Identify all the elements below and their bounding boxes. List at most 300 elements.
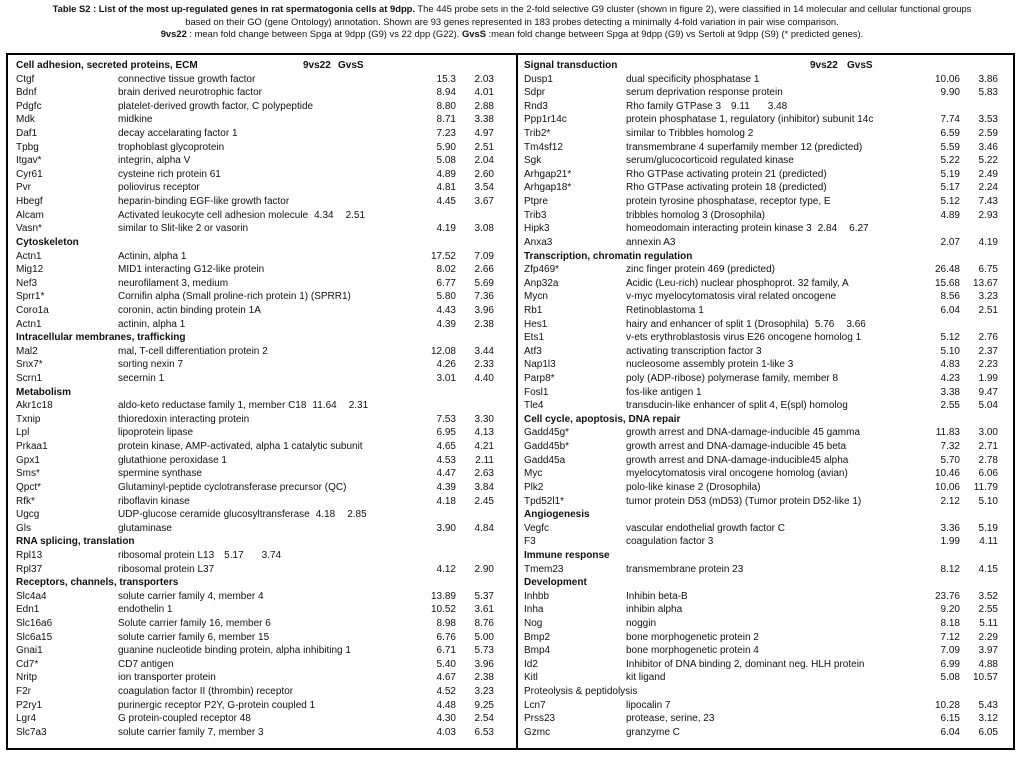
table-row xyxy=(16,358,510,372)
value-9vs22: 4.39 xyxy=(436,318,456,330)
table-row xyxy=(524,209,1010,223)
gene-description xyxy=(118,590,264,604)
gene-description xyxy=(626,181,827,195)
value-9vs22: 4.45 xyxy=(436,196,456,208)
value-9vs22: 4.53 xyxy=(436,454,456,466)
value-9vs22: 15.3 xyxy=(436,73,456,85)
value-gvss: 3.48 xyxy=(767,100,788,112)
table-row xyxy=(16,658,510,672)
value-gvss: 13.67 xyxy=(972,277,998,289)
section-title: Immune response xyxy=(524,549,610,561)
value-9vs22: 5.10 xyxy=(940,345,960,357)
gene-description xyxy=(118,358,183,372)
value-9vs22: 8.80 xyxy=(436,100,456,112)
gene-description xyxy=(626,331,861,345)
table-row xyxy=(16,631,510,645)
value-9vs22: 4.89 xyxy=(940,209,960,221)
table-row xyxy=(16,495,510,509)
value-9vs22: 6.77 xyxy=(436,277,456,289)
description-text: v-myc myelocytomatosis viral related oncogene xyxy=(626,291,837,303)
gene-description xyxy=(118,277,228,291)
value-9vs22: 4.48 xyxy=(436,699,456,711)
gene-symbol: Myc xyxy=(524,468,543,480)
gene-symbol: Vasn* xyxy=(16,223,42,235)
table-row xyxy=(524,563,1010,577)
table-row xyxy=(16,481,510,495)
value-9vs22: 12.08 xyxy=(430,345,456,357)
gene-symbol: Ets1 xyxy=(524,332,545,344)
gene-description xyxy=(626,277,849,291)
description-text: protein tyrosine phosphatase, receptor type, E xyxy=(626,196,831,208)
table-row xyxy=(524,590,1010,604)
caption-text-9vs22: : mean fold change between Spga at 9dpp (G9) vs 22 dpp (G22). xyxy=(186,28,462,40)
gene-symbol: Lcn7 xyxy=(524,699,546,711)
description-text: Glutaminyl-peptide cyclotransferase precursor (QC) xyxy=(118,481,347,493)
gene-description xyxy=(118,168,221,182)
value-gvss: 3.67 xyxy=(474,196,494,208)
value-9vs22: 4.67 xyxy=(436,672,456,684)
table-row xyxy=(16,590,510,604)
value-gvss: 2.04 xyxy=(474,155,494,167)
gene-symbol: Tmem23 xyxy=(524,563,564,575)
value-gvss: 5.11 xyxy=(979,617,998,629)
table-row xyxy=(16,699,510,713)
value-9vs22: 4.19 xyxy=(436,223,456,235)
gene-symbol: Rpl37 xyxy=(16,563,43,575)
section-row xyxy=(524,250,1010,264)
value-9vs22: 5.17 xyxy=(940,182,960,194)
value-9vs22: 4.47 xyxy=(436,468,456,480)
description-text: activating transcription factor 3 xyxy=(626,345,762,357)
value-9vs22: 2.55 xyxy=(940,400,960,412)
gene-symbol: Gadd45b* xyxy=(524,441,570,453)
value-9vs22: 8.02 xyxy=(436,264,456,276)
gene-symbol: Gnai1 xyxy=(16,645,43,657)
gene-symbol: Ugcg xyxy=(16,509,40,521)
section-row xyxy=(16,331,510,345)
caption-line-2: based on their GO (gene Ontology) annotation. Shown are 93 genes represented in 183 probes detecting a minimally 4-fold variation in pair wise comparison. xyxy=(185,15,839,27)
gene-description xyxy=(626,168,827,182)
description-text: Activated leukocyte cell adhesion molecule xyxy=(118,209,309,221)
gene-description xyxy=(118,127,238,141)
gene-symbol: Id2 xyxy=(524,658,538,670)
gene-symbol: Tm4sf12 xyxy=(524,141,563,153)
gene-symbol: Arhgap18* xyxy=(524,182,572,194)
description-text: Acidic (Leu-rich) nuclear phosphoprot. 32 family, A xyxy=(626,277,849,289)
value-9vs22: 5.12 xyxy=(940,196,960,208)
gene-description xyxy=(626,671,665,685)
table-row xyxy=(524,358,1010,372)
table-row xyxy=(16,154,510,168)
gene-description xyxy=(118,685,293,699)
value-9vs22: 6.04 xyxy=(940,726,960,738)
value-gvss: 6.05 xyxy=(978,726,998,738)
value-9vs22: 17.52 xyxy=(430,250,456,262)
value-9vs22: 7.53 xyxy=(436,413,456,425)
value-9vs22: 3.01 xyxy=(436,373,456,385)
gene-description xyxy=(626,644,759,658)
gene-symbol: Txnip xyxy=(16,413,41,425)
gene-symbol: Plk2 xyxy=(524,481,544,493)
gene-description xyxy=(626,590,688,604)
gene-symbol: Bmp4 xyxy=(524,645,551,657)
gene-symbol: Arhgap21* xyxy=(524,168,572,180)
description-text: lipoprotein lipase xyxy=(118,427,194,439)
gene-symbol: Bmp2 xyxy=(524,631,551,643)
gene-description xyxy=(118,181,200,195)
value-gvss: 2.11 xyxy=(475,454,494,466)
table-row xyxy=(16,726,510,740)
description-text: v-ets erythroblastosis virus E26 oncogene homolog 1 xyxy=(626,332,862,344)
section-title: Metabolism xyxy=(16,386,72,398)
description-text: tumor protein D53 (mD53) (Tumor protein D52-like 1) xyxy=(626,495,862,507)
table-row xyxy=(16,100,510,114)
gene-symbol: Inha xyxy=(524,604,544,616)
gene-description xyxy=(626,658,864,672)
table-row xyxy=(524,195,1010,209)
value-gvss: 5.00 xyxy=(474,631,494,643)
column-header-9vs22: 9vs22 xyxy=(810,60,838,71)
gene-description xyxy=(118,372,164,386)
value-9vs22: 6.95 xyxy=(436,427,456,439)
description-text: hairy and enhancer of split 1 (Drosophila) xyxy=(626,318,809,330)
gene-symbol: Gls xyxy=(16,522,31,534)
gene-symbol: Anxa3 xyxy=(524,236,553,248)
value-gvss: 3.44 xyxy=(474,345,494,357)
value-gvss: 3.30 xyxy=(474,413,494,425)
value-9vs22: 7.23 xyxy=(436,128,456,140)
description-text: decay accelarating factor 1 xyxy=(118,128,238,140)
description-text: noggin xyxy=(626,617,657,629)
gene-symbol: Trib2* xyxy=(524,128,551,140)
section-title: Development xyxy=(524,577,587,589)
gene-description xyxy=(118,154,190,168)
value-gvss: 5.69 xyxy=(474,277,494,289)
value-gvss: 4.13 xyxy=(474,427,494,439)
table-row xyxy=(524,263,1010,277)
table-row xyxy=(524,154,1010,168)
value-gvss: 2.71 xyxy=(978,441,998,453)
table-row xyxy=(524,712,1010,726)
value-9vs22: 8.94 xyxy=(436,87,456,99)
value-gvss: 2.49 xyxy=(978,168,998,180)
value-9vs22: 23.76 xyxy=(934,590,960,602)
table-row xyxy=(524,168,1010,182)
description-text: transmembrane protein 23 xyxy=(626,563,744,575)
value-gvss: 2.63 xyxy=(474,468,494,480)
value-gvss: 5.19 xyxy=(978,522,998,534)
gene-symbol: Slc6a15 xyxy=(16,631,53,643)
gene-description xyxy=(118,522,172,536)
value-9vs22: 4.83 xyxy=(940,359,960,371)
section-title: Receptors, channels, transporters xyxy=(16,577,179,589)
description-text: actinin, alpha 1 xyxy=(118,318,186,330)
value-9vs22: 8.71 xyxy=(436,114,456,126)
table-row xyxy=(524,304,1010,318)
gene-description xyxy=(118,495,190,509)
gene-symbol: Ppp1r14c xyxy=(524,114,567,126)
gene-description xyxy=(626,440,846,454)
section-row xyxy=(16,535,510,549)
description-text: poliovirus receptor xyxy=(118,182,200,194)
gene-symbol: Edn1 xyxy=(16,604,40,616)
table-row xyxy=(16,522,510,536)
value-gvss: 3.74 xyxy=(261,549,282,561)
value-gvss: 4.11 xyxy=(979,536,998,548)
table-row xyxy=(16,644,510,658)
gene-symbol: Actn1 xyxy=(16,250,42,262)
description-text: sorting nexin 7 xyxy=(118,359,184,371)
value-9vs22: 6.15 xyxy=(940,713,960,725)
description-text: transducin-like enhancer of split 4, E(spl) homolog xyxy=(626,400,848,412)
value-gvss: 4.40 xyxy=(474,373,494,385)
gene-symbol: Rfk* xyxy=(16,495,35,507)
table-row xyxy=(524,86,1010,100)
value-gvss: 2.76 xyxy=(978,332,998,344)
table-row xyxy=(16,181,510,195)
description-text: guanine nucleotide binding protein, alpha inhibiting 1 xyxy=(118,645,351,657)
gene-description xyxy=(626,426,860,440)
value-9vs22: 2.07 xyxy=(940,236,960,248)
value-9vs22: 4.30 xyxy=(436,713,456,725)
section-row xyxy=(524,59,1010,73)
value-9vs22: 9.11 xyxy=(731,100,750,112)
description-text: Rho GTPase activating protein 18 (predicted) xyxy=(626,182,827,194)
table-row xyxy=(524,100,1010,114)
value-gvss: 3.08 xyxy=(474,223,494,235)
value-gvss: 2.03 xyxy=(474,73,494,85)
gene-symbol: Nritp xyxy=(16,672,38,684)
table-row xyxy=(16,426,510,440)
description-text: Retinoblastoma 1 xyxy=(626,304,704,316)
value-9vs22: 5.80 xyxy=(436,291,456,303)
table-row xyxy=(524,440,1010,454)
table-row xyxy=(524,631,1010,645)
section-title: Cytoskeleton xyxy=(16,236,79,248)
value-gvss: 3.86 xyxy=(978,73,998,85)
value-9vs22: 6.59 xyxy=(940,128,960,140)
gene-symbol: F2r xyxy=(16,686,31,698)
section-row xyxy=(16,576,510,590)
gene-symbol: Lpl xyxy=(16,427,30,439)
value-9vs22: 4.18 xyxy=(436,495,456,507)
value-gvss: 11.79 xyxy=(973,481,998,493)
description-text: brain derived neurotrophic factor xyxy=(118,87,262,99)
gene-description xyxy=(626,522,785,536)
description-text: aldo-keto reductase family 1, member C18 xyxy=(118,400,307,412)
description-text: connective tissue growth factor xyxy=(118,73,256,85)
table-row xyxy=(524,127,1010,141)
value-9vs22: 5.22 xyxy=(940,155,960,167)
table-row xyxy=(16,73,510,87)
gene-symbol: Atf3 xyxy=(524,345,542,357)
table-row xyxy=(524,73,1010,87)
description-text: kit ligand xyxy=(626,672,666,684)
value-9vs22: 5.90 xyxy=(436,141,456,153)
left-column xyxy=(16,59,510,739)
description-text: coagulation factor II (thrombin) receptor xyxy=(118,686,294,698)
description-text: MID1 interacting G12-like protein xyxy=(118,264,265,276)
gene-description xyxy=(626,73,759,87)
gene-description xyxy=(626,304,704,318)
gene-description xyxy=(118,508,367,522)
section-row xyxy=(524,413,1010,427)
value-9vs22: 10.06 xyxy=(934,73,960,85)
value-9vs22: 6.99 xyxy=(940,658,960,670)
table-row xyxy=(524,671,1010,685)
value-gvss: 2.51 xyxy=(978,304,998,316)
table-row xyxy=(524,522,1010,536)
table-row xyxy=(524,277,1010,291)
gene-description xyxy=(626,154,794,168)
gene-description xyxy=(118,644,351,658)
gene-symbol: Kitl xyxy=(524,672,538,684)
description-text: solute carrier family 4, member 4 xyxy=(118,590,264,602)
description-text: ribosomal protein L37 xyxy=(118,563,215,575)
value-9vs22: 9.90 xyxy=(940,87,960,99)
table-row xyxy=(16,318,510,332)
table-row xyxy=(524,617,1010,631)
section-row xyxy=(524,685,1010,699)
value-gvss: 5.83 xyxy=(978,87,998,99)
value-gvss: 2.54 xyxy=(474,713,494,725)
description-text: ribosomal protein L13 xyxy=(118,549,215,561)
description-text: solute carrier family 7, member 3 xyxy=(118,726,264,738)
description-text: serum deprivation response protein xyxy=(626,87,783,99)
gene-description xyxy=(626,481,761,495)
gene-symbol: Gpx1 xyxy=(16,454,40,466)
value-gvss: 3.12 xyxy=(978,713,998,725)
description-text: Rho family GTPase 3 xyxy=(626,100,722,112)
value-9vs22: 11.64 xyxy=(312,400,337,412)
gene-description xyxy=(118,712,251,726)
gene-description xyxy=(626,113,873,127)
description-text: CD7 antigen xyxy=(118,658,174,670)
gene-description xyxy=(118,222,248,236)
gene-symbol: F3 xyxy=(524,536,536,548)
gene-symbol: Gzmc xyxy=(524,726,551,738)
table-row xyxy=(16,222,510,236)
caption-line-1 xyxy=(0,3,1024,16)
value-gvss: 3.38 xyxy=(474,114,494,126)
table-row xyxy=(16,603,510,617)
value-gvss: 2.23 xyxy=(978,359,998,371)
description-text: platelet-derived growth factor, C polypeptide xyxy=(118,100,314,112)
gene-symbol: Nap1l3 xyxy=(524,359,556,371)
gene-symbol: Rnd3 xyxy=(524,100,548,112)
table-row xyxy=(16,440,510,454)
gene-description xyxy=(118,658,174,672)
value-gvss: 9.25 xyxy=(474,699,494,711)
value-gvss: 5.43 xyxy=(978,699,998,711)
description-text: granzyme C xyxy=(626,726,680,738)
value-9vs22: 5.76 xyxy=(814,318,835,330)
gene-description xyxy=(626,372,838,386)
table-row xyxy=(524,699,1010,713)
description-text: annexin A3 xyxy=(626,236,676,248)
value-9vs22: 4.12 xyxy=(436,563,456,575)
value-gvss: 5.04 xyxy=(978,400,998,412)
table-row xyxy=(16,617,510,631)
value-9vs22: 6.04 xyxy=(940,304,960,316)
table-row xyxy=(524,236,1010,250)
description-text: midkine xyxy=(118,114,153,126)
gene-symbol: Daf1 xyxy=(16,128,38,140)
table-row xyxy=(16,372,510,386)
value-9vs22: 3.36 xyxy=(940,522,960,534)
table-row xyxy=(16,127,510,141)
gene-description xyxy=(118,563,214,577)
gene-symbol: Rpl13 xyxy=(16,549,43,561)
table-row xyxy=(16,290,510,304)
right-column xyxy=(524,59,1010,739)
gene-symbol: Dusp1 xyxy=(524,73,553,85)
section-row xyxy=(524,549,1010,563)
value-gvss: 7.43 xyxy=(978,196,998,208)
description-text: glutathione peroxidase 1 xyxy=(118,454,227,466)
table-row xyxy=(16,549,510,563)
value-gvss: 3.54 xyxy=(474,182,494,194)
gene-description xyxy=(626,318,866,332)
description-text: Solute carrier family 16, member 6 xyxy=(118,617,271,629)
gene-description xyxy=(118,100,313,114)
value-gvss: 2.55 xyxy=(978,604,998,616)
value-9vs22: 4.39 xyxy=(436,481,456,493)
table-row xyxy=(16,454,510,468)
value-9vs22: 10.28 xyxy=(934,699,960,711)
gene-symbol: Hes1 xyxy=(524,318,548,330)
description-text: similar to Slit-like 2 or vasorin xyxy=(118,223,249,235)
value-9vs22: 2.12 xyxy=(940,495,960,507)
section-title: Signal transduction xyxy=(524,60,618,71)
description-text: vascular endothelial growth factor C xyxy=(626,522,785,534)
value-gvss: 2.31 xyxy=(348,400,369,412)
value-9vs22: 3.38 xyxy=(940,386,960,398)
value-gvss: 7.09 xyxy=(474,250,494,262)
section-title: Intracellular membranes, trafficking xyxy=(16,332,186,344)
section-row xyxy=(524,576,1010,590)
gene-description xyxy=(626,86,783,100)
column-header-gvss: GvsS xyxy=(847,60,873,71)
value-gvss: 2.33 xyxy=(474,359,494,371)
description-text: growth arrest and DNA-damage-inducible 45 gamma xyxy=(626,427,861,439)
value-9vs22: 6.76 xyxy=(436,631,456,643)
value-9vs22: 4.43 xyxy=(436,304,456,316)
gene-description xyxy=(118,345,268,359)
description-text: solute carrier family 6, member 15 xyxy=(118,631,270,643)
gene-description xyxy=(626,358,793,372)
table-row xyxy=(16,712,510,726)
caption-key-gvss: GvsS xyxy=(461,28,486,40)
table-row xyxy=(16,113,510,127)
gene-description xyxy=(626,603,682,617)
value-gvss: 6.53 xyxy=(474,726,494,738)
value-gvss: 4.19 xyxy=(978,236,998,248)
value-gvss: 2.66 xyxy=(474,264,494,276)
value-9vs22: 3.90 xyxy=(436,522,456,534)
gene-description xyxy=(118,549,281,563)
description-text: myelocytomatosis viral oncogene homolog (avian) xyxy=(626,468,848,480)
gene-description xyxy=(118,726,264,740)
description-text: trophoblast glycoprotein xyxy=(118,141,225,153)
description-text: cysteine rich protein 61 xyxy=(118,168,221,180)
gene-description xyxy=(626,195,831,209)
table-row xyxy=(524,181,1010,195)
gene-description xyxy=(626,563,743,577)
gene-description xyxy=(626,263,775,277)
description-text: growth arrest and DNA-damage-inducible 45 beta xyxy=(626,441,847,453)
gene-symbol: Sprr1* xyxy=(16,291,45,303)
